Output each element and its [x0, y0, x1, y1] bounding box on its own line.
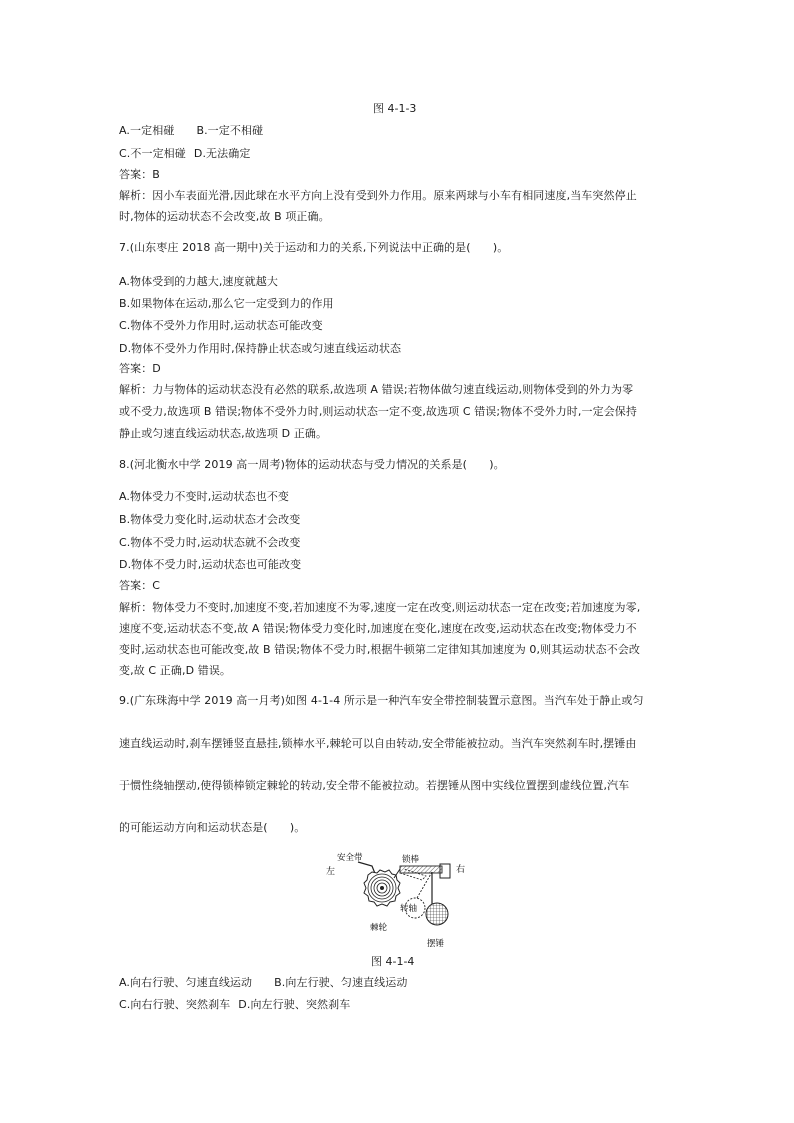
q8-option-c[interactable]: C.物体不受力时,运动状态就不会改变: [119, 536, 301, 549]
q7-answer: 答案：D: [119, 362, 161, 375]
q7-analysis-line-3: 静止或匀速直线运动状态,故选项 D 正确。: [119, 427, 328, 440]
q7-analysis-line-1: 解析：力与物体的运动状态没有必然的联系,故选项 A 错误;若物体做匀速直线运动,则物体受到的外力为零: [119, 383, 634, 396]
q7-stem: 7.(山东枣庄 2018 高一期中)关于运动和力的关系,下列说法中正确的是( )。: [119, 241, 509, 254]
figure-4-1-3-caption: 图 4-1-3: [373, 102, 417, 115]
q9-options-row-2: [119, 998, 350, 1012]
label-right: 右: [456, 865, 466, 875]
q8-answer: 答案：C: [119, 579, 161, 592]
q9-stem-line-4: 的可能运动方向和运动状态是( )。: [119, 821, 306, 834]
pendulum-bob-shape: [426, 903, 448, 925]
q8-analysis-line-2: 速度不变,运动状态不变,故 A 错误;物体受力变化时,加速度在变化,速度在改变,运动状态在改变;物体受力不: [119, 622, 637, 635]
seatbelt-device-diagram: [322, 848, 472, 950]
q6-options-row-1: [119, 124, 263, 138]
q8-analysis-line-3: 变时,运动状态也可能改变,故 B 错误;物体不受力时,根据牛顿第二定律知其加速度为 0,则其运动状态不会改: [119, 643, 641, 656]
q6-analysis-line-2: 时,物体的运动状态不会改变,故 B 项正确。: [119, 210, 330, 223]
q7-option-b[interactable]: B.如果物体在运动,那么它一定受到力的作用: [119, 297, 334, 310]
q7-option-c[interactable]: C.物体不受外力作用时,运动状态可能改变: [119, 319, 323, 332]
q8-stem: 8.(河北衡水中学 2019 高一周考)物体的运动状态与受力情况的关系是( )。: [119, 458, 505, 471]
q8-option-b[interactable]: B.物体受力变化时,运动状态才会改变: [119, 513, 301, 526]
q8-option-d[interactable]: D.物体不受力时,运动状态也可能改变: [119, 558, 302, 571]
q9-option-c[interactable]: C.向右行驶、突然刹车: [119, 998, 231, 1011]
ratchet-wheel-shape: [364, 870, 400, 906]
label-ratchet: 棘轮: [370, 923, 388, 933]
q8-analysis-line-1: 解析：物体受力不变时,加速度不变,若加速度不为零,速度一定在改变,则运动状态一定在改变;若加速度为零,: [119, 601, 641, 614]
label-pendulum: 摆锤: [427, 939, 445, 949]
q9-option-d[interactable]: D.向左行驶、突然刹车: [238, 998, 351, 1011]
figure-4-1-4-caption: 图 4-1-4: [371, 955, 415, 968]
q6-analysis-line-1: 解析：因小车表面光滑,因此球在水平方向上没有受到外力作用。原来两球与小车有相同速度,当车突然停止: [119, 189, 637, 202]
label-axis: 转轴: [400, 904, 418, 914]
pendulum-rod-dashed-shape: [417, 872, 432, 898]
q8-analysis-line-4: 变,故 C 正确,D 错误。: [119, 664, 232, 677]
q9-stem-line-3: 于惯性绕轴摆动,使得锁棒锁定棘轮的转动,安全带不能被拉动。若摆锤从图中实线位置摆到虚线位置,汽车: [119, 779, 630, 792]
q9-option-b[interactable]: B.向左行驶、匀速直线运动: [274, 976, 408, 989]
q6-option-c[interactable]: C.不一定相碰: [119, 147, 186, 160]
q7-analysis-line-2: 或不受力,故选项 B 错误;物体不受外力时,则运动状态一定不变,故选项 C 错误;物体不受外力时,一定会保持: [119, 405, 638, 418]
q8-option-a[interactable]: A.物体受力不变时,运动状态也不变: [119, 490, 290, 503]
label-left: 左: [326, 867, 336, 877]
q9-option-a[interactable]: A.向右行驶、匀速直线运动: [119, 976, 253, 989]
q9-stem-line-2: 速直线运动时,刹车摆锤竖直悬挂,锁棒水平,棘轮可以自由转动,安全带能被拉动。当汽车突然刹车时,摆锤由: [119, 737, 637, 750]
q7-option-a[interactable]: A.物体受到的力越大,速度就越大: [119, 275, 278, 288]
q6-option-d[interactable]: D.无法确定: [193, 147, 251, 160]
lockbar-shape: [394, 866, 442, 880]
q7-option-d[interactable]: D.物体不受外力作用时,保持静止状态或匀速直线运动状态: [119, 342, 402, 355]
q6-options-row-2: [119, 147, 250, 161]
q9-options-row-1: [119, 976, 407, 990]
label-seatbelt: 安全带: [337, 853, 363, 863]
q6-answer: 答案：B: [119, 168, 160, 181]
q9-stem-line-1: 9.(广东珠海中学 2019 高一月考)如图 4-1-4 所示是一种汽车安全带控制装置示意图。当汽车处于静止或匀: [119, 694, 644, 707]
label-lockbar: 锁棒: [402, 855, 420, 865]
q6-option-a[interactable]: A.一定相碰: [119, 124, 175, 137]
q6-option-b[interactable]: B.一定不相碰: [196, 124, 264, 137]
